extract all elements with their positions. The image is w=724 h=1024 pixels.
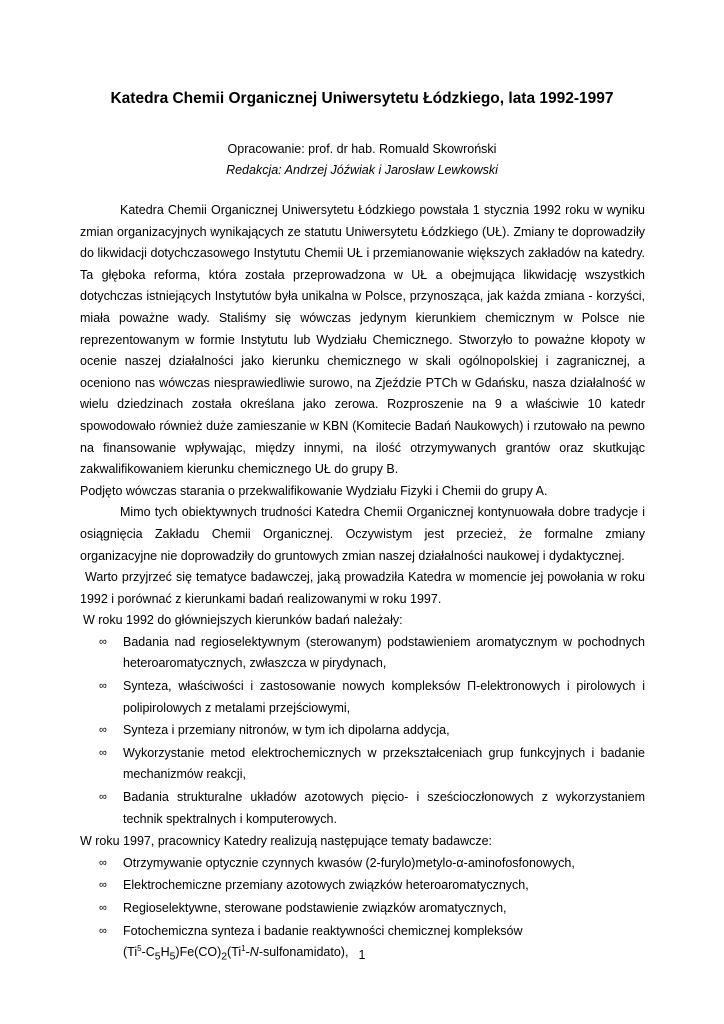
list-item-text: Synteza i przemiany nitronów, w tym ich dipolarna addycja, [123,723,450,738]
bullet-icon: ∞ [99,791,107,804]
paragraph-requalification: Podjęto wówczas starania o przekwalifikowanie Wydziału Fizyki i Chemii do grupy A. [80,483,548,498]
bullet-icon: ∞ [99,746,107,759]
list-item [80,875,645,897]
list-item [80,720,645,742]
paragraph-1992-intro: W roku 1992 do główniejszych kierunków badań należały: [83,613,403,628]
paragraph-1997-intro: W roku 1997, pracownicy Katedry realizują następujące tematy badawcze: [80,834,493,849]
page-number: 1 [358,948,366,962]
list-item-text: Otrzymywanie optycznie czynnych kwasów (2-furylo)metylo-α-aminofosfonowych, [123,855,575,870]
list-item [80,853,645,875]
bullet-icon: ∞ [99,680,107,693]
document-body [80,200,645,969]
list-item-text: Badania nad regioselektywnym (sterowanym) podstawieniem aromatycznym w pochodnych heteroaromatycznych, zwłaszcza w pirydynach, [123,634,645,671]
author-line: Opracowanie: prof. dr hab. Romuald Skowroński [227,142,497,156]
list-item-text: Badania strukturalne układów azotowych pięcio- i sześcioczłonowych z wykorzystaniem technik spektralnych i komputerowych. [123,790,645,826]
paragraph-history: Katedra Chemii Organicznej Uniwersytetu Łódzkiego powstała 1 stycznia 1992 roku w wyniku zmian organizacyjnych wynikających ze statutu Uniwersytetu Łódzkiego (UŁ). Zmiany te doprowadziły do likwidacji dotychczasowego Instytutu Chemii UŁ i przemianowanie większych zakładów na katedry. Ta głęboka reforma, która została przeprowadzona w UŁ a obejmująca likwidację wszystkich dotychczas istniejących Instytutów była unikalna w Polsce, przynosząca, jak każda zmiana - korzyści, miała poważne wady. Staliśmy się wówczas jedynym kierunkiem chemicznym w Polsce nie reprezentowanym w formie Instytutu lub Wydziału Chemicznego. Stworzyło to poważne kłopoty w ocenie naszej działalności jako kierunku chemicznego w skali ogólnopolskiej i zagranicznej, a oceniono nas wówczas niesprawiedliwie surowo, na Zjeździe PTCh w Gdańsku, nasza działalność w wielu dziedzinach została określana jako zerowa. Rozproszenie na 9 a właściwie 10 katedr spowodowało również duże zamieszanie w KBN (Komitecie Badań Naukowych) i rzutowało na pewno na finansowanie wpływając, między innymi, na ilość otrzymywanych grantów oraz skutkując zakwalifikowaniem kierunku chemicznego UŁ do grupy B. [80,203,645,477]
list-item [80,676,645,719]
document-title: Katedra Chemii Organicznej Uniwersytetu Łódzkiego, lata 1992-1997 [110,90,614,107]
bullet-icon: ∞ [99,924,107,937]
list-item [80,743,645,786]
list-item-text: Wykorzystanie metod elektrochemicznych w przekształceniach grup funkcyjnych i badanie mechanizmów reakcji, [123,745,645,782]
bullet-icon: ∞ [99,635,107,648]
paragraph-research-intro: Warto przyjrzeć się tematyce badawczej, jaką prowadziła Katedra w momencie jej powołania w roku 1992 i porównać z kierunkami badań realizowanymi w roku 1997. [80,570,645,606]
bullet-icon: ∞ [99,724,107,737]
complex-formula: $(Ti^5-C_5H_5)Fe(CO)_2(Ti^1-N-sulfonamidato)$, [123,944,349,963]
bullet-icon: ∞ [99,902,107,914]
list-item-text: Fotochemiczna synteza i badanie reaktywności chemicznej kompleksów [123,923,523,938]
bullet-icon: ∞ [99,879,107,892]
bullet-icon: ∞ [99,856,107,869]
editors-line: Redakcja: Andrzej Jóźwiak i Jarosław Lewkowski [226,163,498,177]
list-item-text: Synteza, właściwości i zastosowanie nowych kompleksów Π-elektronowych i pirolowych i polipirolowych z metalami przejściowymi, [123,679,645,715]
list-item [80,898,645,920]
topics-1992-list [80,632,645,830]
list-item-text: Regioselektywne, sterowane podstawienie związków aromatycznych, [123,901,507,915]
list-item [80,632,645,675]
paragraph-continuity: Mimo tych obiektywnych trudności Katedra Chemii Organicznej kontynuowała dobre tradycje i osiągnięcia Zakładu Chemii Organicznej. Oczywistym jest przecież, że formalne zmiany organizacyjne nie doprowadziły do gruntowych zmian naszej działalności naukowej i dydaktycznej. [80,505,645,563]
list-item [80,787,645,830]
list-item-text: Elektrochemiczne przemiany azotowych związków heteroaromatycznych, [123,878,529,893]
